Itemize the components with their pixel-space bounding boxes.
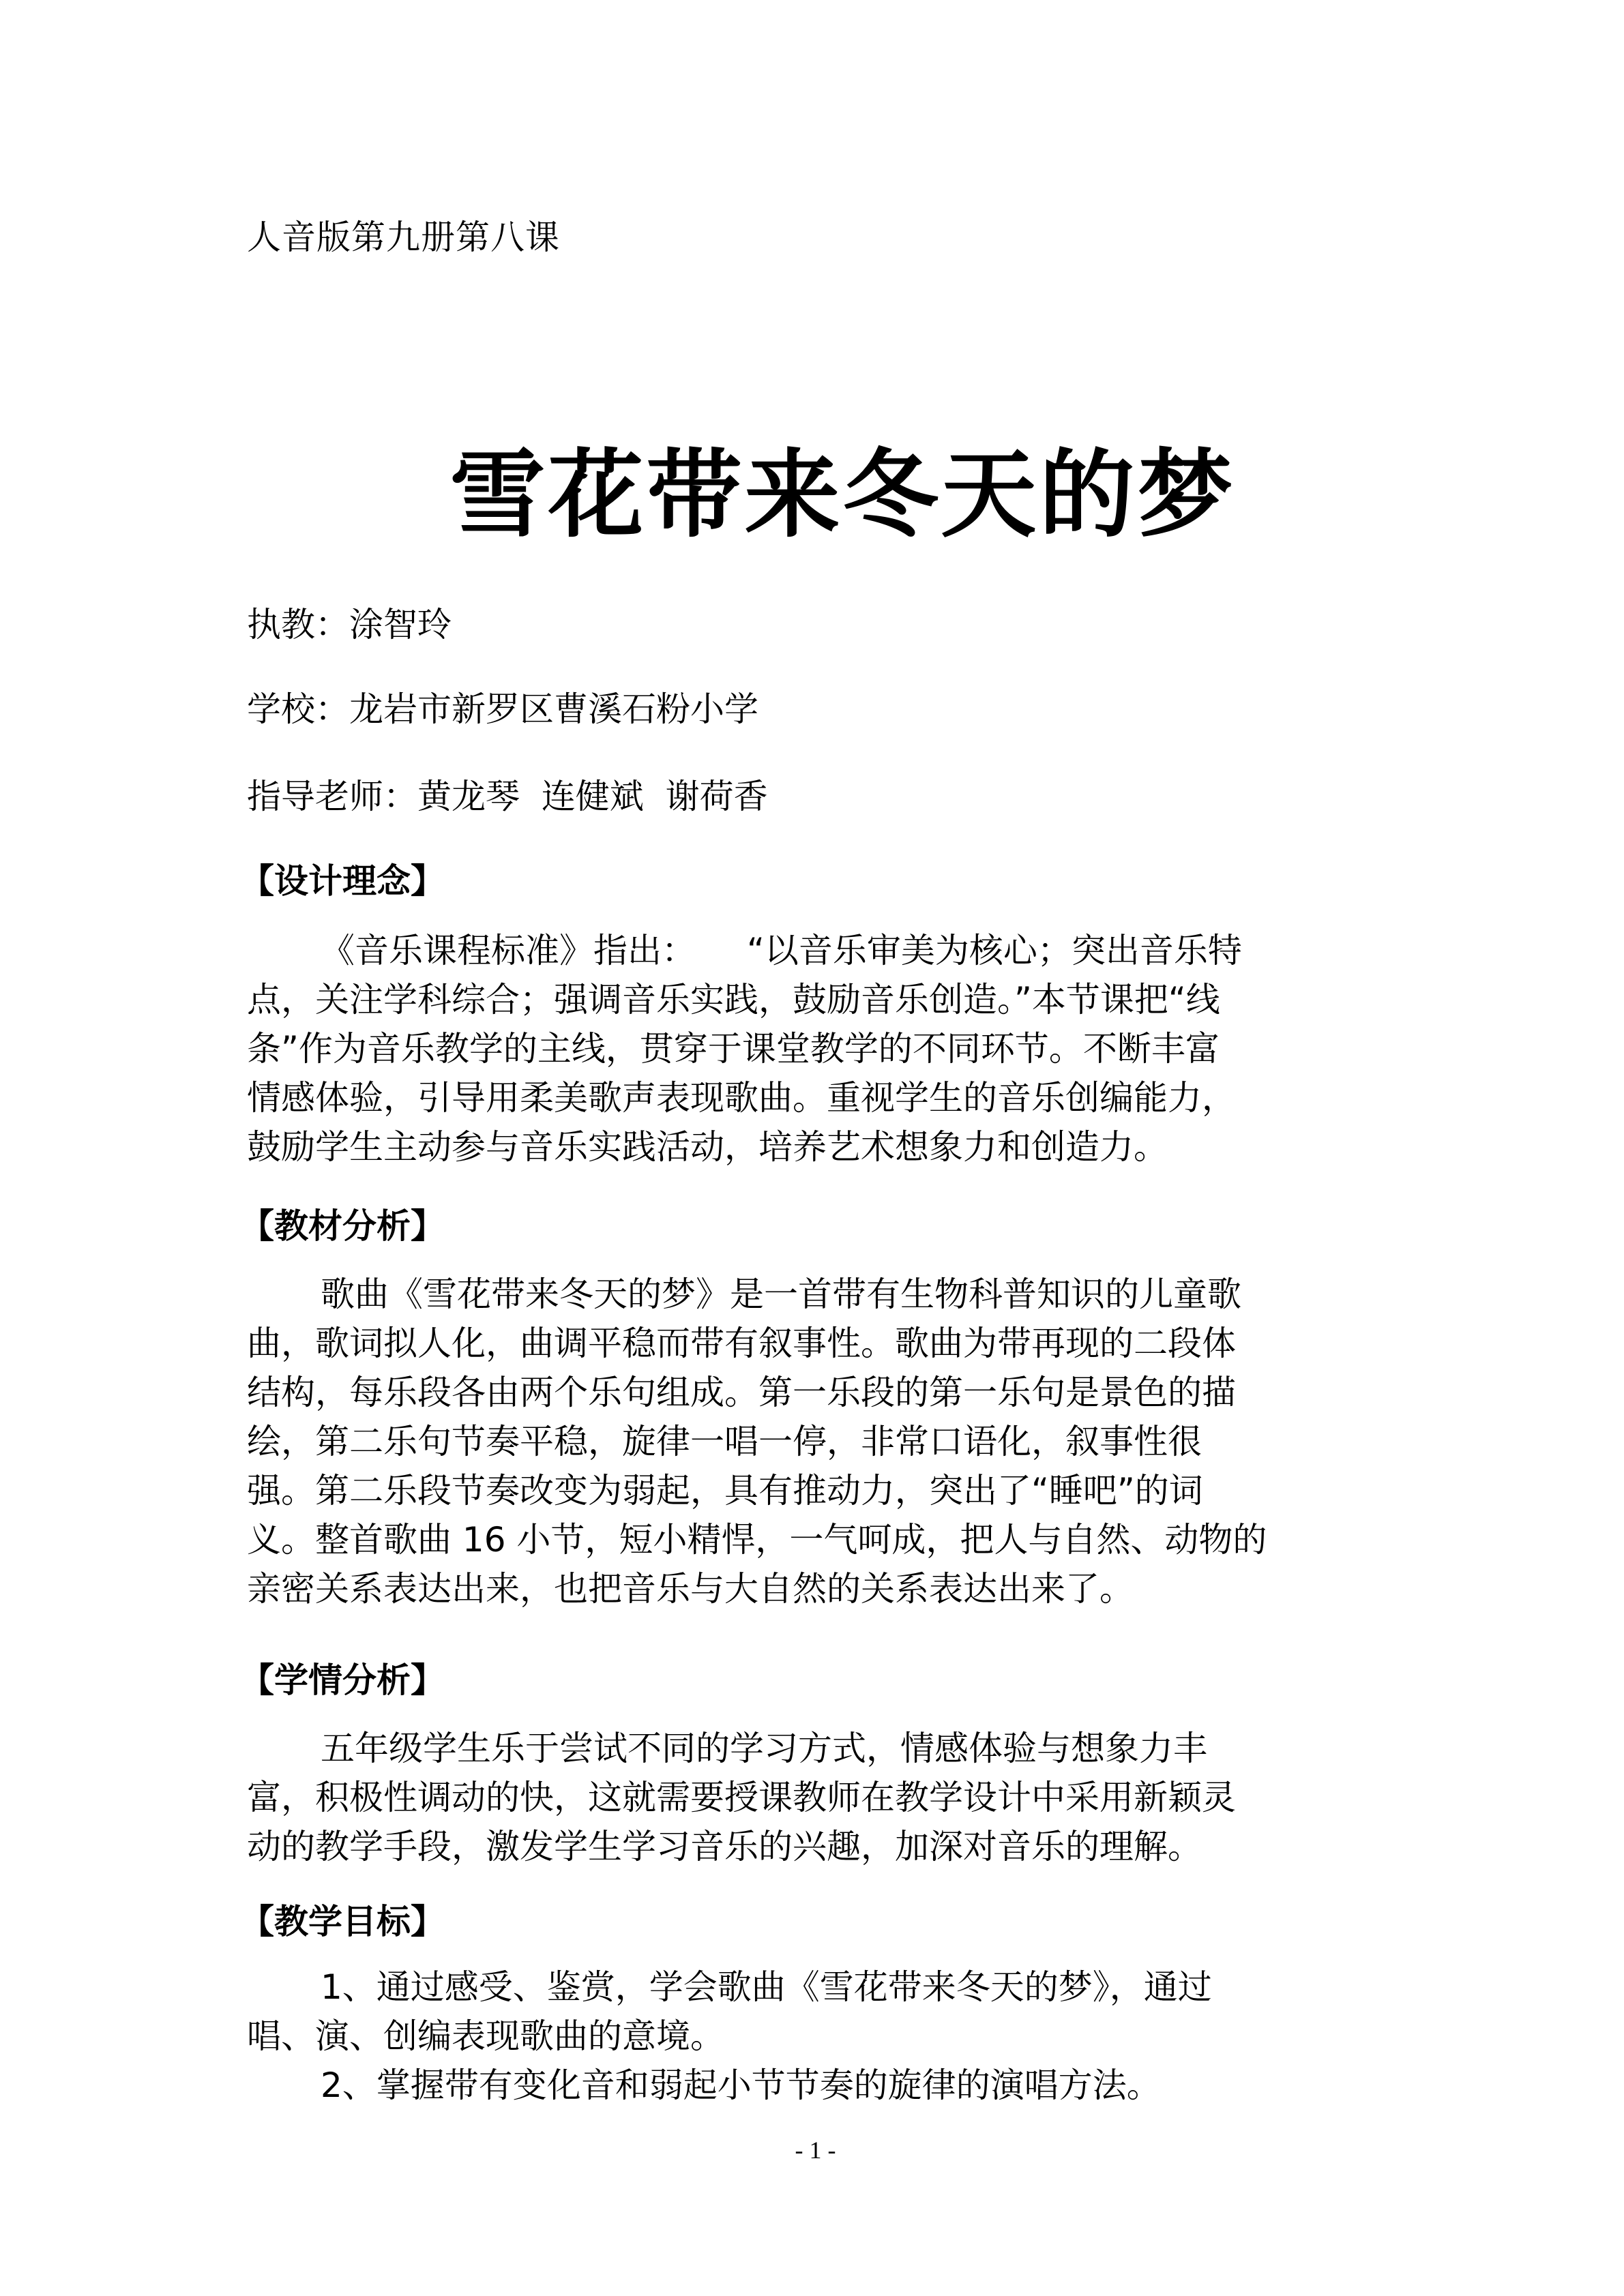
- paragraph-line: 情感体验，引导用柔美歌声表现歌曲。重视学生的音乐创编能力，: [247, 1078, 1236, 1118]
- goal-item: 2、掌握带有变化音和弱起小节节奏的旋律的演唱方法。: [321, 2066, 1161, 2105]
- lesson-title: 雪花带来冬天的梦: [449, 439, 1236, 551]
- paragraph-line: 动的教学手段，激发学生学习音乐的兴趣，加深对音乐的理解。: [247, 1827, 1202, 1866]
- paragraph-line: 义。整首歌曲 16 小节，短小精悍，一气呵成，把人与自然、动物的: [247, 1520, 1267, 1560]
- page-number: - 1 -: [795, 2136, 836, 2164]
- section-body: [240, 1963, 1393, 2110]
- advisors-line: 指导老师：黄龙琴 连健斌 谢荷香: [247, 777, 768, 816]
- section-heading: 【学情分析】: [240, 1660, 445, 1700]
- section-teaching-goals: [240, 1901, 1400, 2110]
- goal-item: 1、通过感受、鉴赏，学会歌曲《雪花带来冬天的梦》，通过: [321, 1967, 1212, 2007]
- section-material-analysis: [240, 1206, 1400, 1613]
- paragraph-line: 绘，第二乐句节奏平稳，旋律一唱一停，非常口语化，叙事性很: [247, 1422, 1202, 1461]
- paragraph-line: 《音乐课程标准》指出： “以音乐审美为核心；突出音乐特: [321, 931, 1242, 970]
- paragraph-line: 条”作为音乐教学的主线，贯穿于课堂教学的不同环节。不断丰富: [247, 1029, 1220, 1069]
- section-body: [240, 926, 1393, 1172]
- section-heading: 【教学目标】: [240, 1902, 445, 1941]
- lesson-subtitle: 人音版第九册第八课: [247, 218, 560, 257]
- paragraph-line: 富，积极性调动的快，这就需要授课教师在教学设计中采用新颖灵: [247, 1778, 1236, 1817]
- teacher-line: 执教：涂智玲: [247, 605, 452, 644]
- paragraph-line: 结构，每乐段各由两个乐句组成。第一乐段的第一乐句是景色的描: [247, 1373, 1236, 1412]
- section-student-analysis: [240, 1660, 1400, 1871]
- school-line: 学校：龙岩市新罗区曹溪石粉小学: [247, 689, 758, 729]
- section-body: [240, 1270, 1393, 1613]
- paragraph-line: 鼓励学生主动参与音乐实践活动，培养艺术想象力和创造力。: [247, 1127, 1168, 1167]
- paragraph-line: 点，关注学科综合；强调音乐实践，鼓励音乐创造。”本节课把“线: [247, 980, 1220, 1019]
- goal-item-continuation: 唱、演、创编表现歌曲的意境。: [247, 2016, 724, 2056]
- paragraph-line: 歌曲《雪花带来冬天的梦》是一首带有生物科普知识的儿童歌: [321, 1274, 1241, 1314]
- paragraph-line: 强。第二乐段节奏改变为弱起，具有推动力，突出了“睡吧”的词: [247, 1471, 1203, 1510]
- section-heading: 【设计理念】: [240, 861, 445, 901]
- paragraph-line: 亲密关系表达出来，也把音乐与大自然的关系表达出来了。: [247, 1569, 1134, 1609]
- section-body: [240, 1724, 1393, 1871]
- paragraph-line: 曲，歌词拟人化，曲调平稳而带有叙事性。歌曲为带再现的二段体: [247, 1324, 1236, 1363]
- section-design-concept: [240, 861, 1400, 1172]
- paragraph-line: 五年级学生乐于尝试不同的学习方式，情感体验与想象力丰: [321, 1729, 1207, 1768]
- section-heading: 【教材分析】: [240, 1206, 445, 1246]
